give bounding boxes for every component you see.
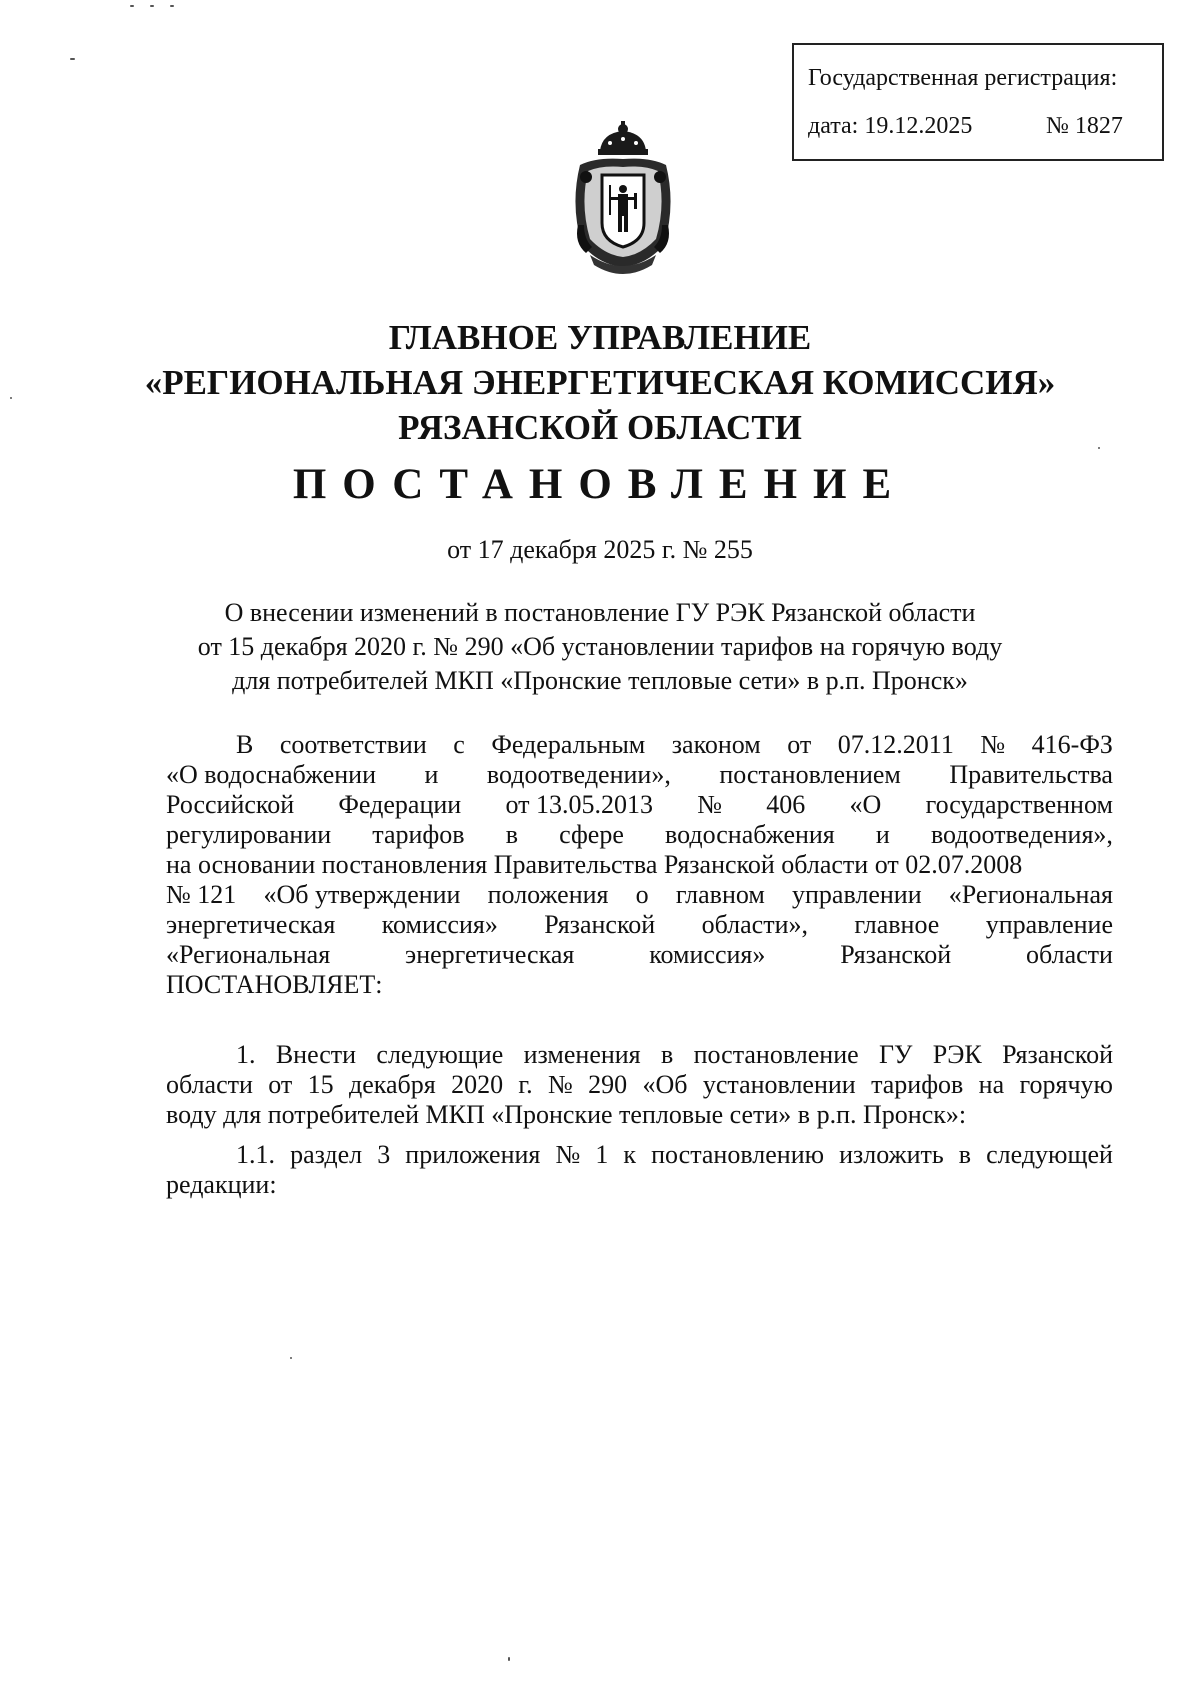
line-text: следующие — [376, 1040, 504, 1069]
scan-speck — [70, 58, 75, 60]
agency-line-2: «РЕГИОНАЛЬНАЯ ЭНЕРГЕТИЧЕСКАЯ КОМИССИЯ» — [144, 363, 1056, 402]
line-text: государственном — [925, 790, 1113, 819]
document-date-number: от 17 декабря 2025 г. № 255 — [447, 535, 753, 564]
line-text: соответствии — [279, 730, 427, 759]
subject-line-2: от 15 декабря 2020 г. № 290 «Об установлении тарифов на горячую воду — [197, 632, 1003, 661]
preamble-paragraph — [166, 730, 1113, 1000]
line-text: в — [660, 1040, 674, 1069]
line-text: управление — [985, 910, 1113, 939]
line-text: в — [958, 1140, 972, 1169]
line-text: 1 — [595, 1140, 609, 1169]
line-text: № — [555, 1140, 581, 1169]
paragraph-line — [166, 1070, 1113, 1100]
line-text: 2020 — [451, 1070, 504, 1099]
line-text: В — [236, 730, 254, 759]
line-text: раздел — [290, 1140, 363, 1169]
line-text: Внести — [275, 1040, 357, 1069]
line-text: области — [166, 1070, 253, 1099]
line-text: следующей — [986, 1140, 1113, 1169]
agency-line-1: ГЛАВНОЕ УПРАВЛЕНИЕ — [388, 318, 812, 357]
agency-line-3: РЯЗАНСКОЙ ОБЛАСТИ — [398, 408, 802, 447]
line-text: Правительства — [949, 760, 1113, 789]
line-text: декабря — [348, 1070, 436, 1099]
paragraph-line — [166, 730, 1113, 760]
document-subject — [100, 596, 1100, 698]
line-text: Российской — [166, 790, 295, 819]
line-text: комиссия» — [381, 910, 498, 939]
line-text: г. — [518, 1070, 533, 1099]
line-text: от 13.05.2013 — [505, 790, 653, 819]
line-text: ГУ — [878, 1040, 913, 1069]
line-text: от — [268, 1070, 293, 1099]
scan-speck — [290, 1357, 292, 1359]
paragraph-line — [166, 790, 1113, 820]
paragraph-line — [166, 1100, 1113, 1130]
line-text: водоотведении», — [486, 760, 671, 789]
line-text: области — [1026, 940, 1113, 969]
line-text: изложить — [839, 1140, 944, 1169]
paragraph-line — [166, 1040, 1113, 1070]
line-text: управлении — [791, 880, 922, 909]
agency-name — [100, 315, 1100, 450]
paragraph-line — [166, 880, 1113, 910]
line-text: водоотведения», — [930, 820, 1113, 849]
line-text: Федерации — [338, 790, 462, 819]
line-text: Рязанской — [1002, 1040, 1113, 1069]
scan-speck — [508, 1657, 510, 1661]
line-text: тарифов — [871, 1070, 964, 1099]
line-text: 416-ФЗ — [1031, 730, 1113, 759]
scan-speck — [150, 5, 154, 7]
line-text: № — [547, 1070, 573, 1099]
line-text: 1. — [236, 1040, 256, 1069]
line-text: № 121 — [166, 880, 237, 909]
registration-date: дата: 19.12.2025 — [808, 113, 973, 139]
line-text: ПОСТАНОВЛЯЕТ: — [166, 970, 383, 999]
scan-speck — [1098, 447, 1100, 449]
line-text: на — [978, 1070, 1005, 1099]
paragraph-line — [166, 970, 1113, 1000]
line-text: и — [424, 760, 439, 789]
paragraph-line — [166, 820, 1113, 850]
registration-title: Государственная регистрация: — [808, 65, 1118, 91]
line-text: Рязанской — [840, 940, 952, 969]
scan-speck — [130, 5, 134, 7]
line-text: «О водоснабжении — [166, 760, 376, 789]
line-text: 3 — [377, 1140, 391, 1169]
line-text: РЭК — [932, 1040, 982, 1069]
line-text: энергетическая — [166, 910, 336, 939]
line-text: постановлением — [719, 760, 901, 789]
line-text: законом — [671, 730, 761, 759]
line-text: энергетическая — [405, 940, 575, 969]
line-text: горячую — [1019, 1070, 1113, 1099]
line-text: изменения — [523, 1040, 641, 1069]
line-text: и — [875, 820, 890, 849]
line-text: 406 — [766, 790, 806, 819]
paragraph-line — [166, 1170, 1113, 1200]
line-text: воду для потребителей МКП «Пронские тепловые сети» в р.п. Пронск»: — [166, 1100, 967, 1129]
line-text: о — [635, 880, 649, 909]
line-text: Федеральным — [491, 730, 646, 759]
line-text: 15 — [307, 1070, 334, 1099]
line-text: главное — [854, 910, 940, 939]
line-text: на основании постановления Правительства Рязанской области от 02.07.2008 — [166, 850, 1023, 879]
line-text: «Об — [642, 1070, 688, 1099]
line-text: 07.12.2011 — [837, 730, 954, 759]
line-text: регулировании — [166, 820, 332, 849]
paragraph-line — [166, 910, 1113, 940]
line-text: положения — [487, 880, 609, 909]
line-text: комиссия» — [649, 940, 766, 969]
line-text: «Региональная — [166, 940, 331, 969]
ryazan-coat-of-arms-icon — [560, 115, 686, 275]
line-text: области», — [701, 910, 808, 939]
line-text: к — [623, 1140, 637, 1169]
line-text: приложения — [405, 1140, 541, 1169]
line-text: установлении — [702, 1070, 856, 1099]
line-text: водоснабжения — [665, 820, 835, 849]
line-text: «О — [849, 790, 882, 819]
item-1-1-paragraph — [166, 1140, 1113, 1200]
document-type-heading: ПОСТАНОВЛЕНИЕ — [292, 461, 908, 508]
line-text: в — [505, 820, 518, 849]
registration-number: № 1827 — [1046, 113, 1123, 139]
item-1-paragraph — [166, 1040, 1113, 1130]
line-text: 1.1. — [236, 1140, 275, 1169]
line-text: Рязанской — [544, 910, 656, 939]
paragraph-line — [166, 940, 1113, 970]
line-text: № — [697, 790, 723, 819]
scan-speck — [10, 397, 12, 399]
line-text: «Об утверждении — [263, 880, 461, 909]
line-text: постановление — [693, 1040, 859, 1069]
paragraph-line — [166, 1140, 1113, 1170]
line-text: постановлению — [651, 1140, 825, 1169]
line-text: № — [980, 730, 1006, 759]
paragraph-line — [166, 760, 1113, 790]
line-text: тарифов — [372, 820, 465, 849]
subject-line-3: для потребителей МКП «Пронские тепловые сети» в р.п. Пронск» — [232, 666, 968, 695]
scan-speck — [170, 5, 174, 7]
line-text: «Региональная — [948, 880, 1113, 909]
line-text: от — [787, 730, 812, 759]
line-text: сфере — [559, 820, 624, 849]
line-text: 290 — [588, 1070, 628, 1099]
paragraph-line — [166, 850, 1113, 880]
line-text: с — [453, 730, 465, 759]
line-text: главном — [675, 880, 765, 909]
subject-line-1: О внесении изменений в постановление ГУ РЭК Рязанской области — [224, 598, 976, 627]
line-text: редакции: — [166, 1170, 277, 1199]
registration-stamp — [792, 43, 1164, 161]
